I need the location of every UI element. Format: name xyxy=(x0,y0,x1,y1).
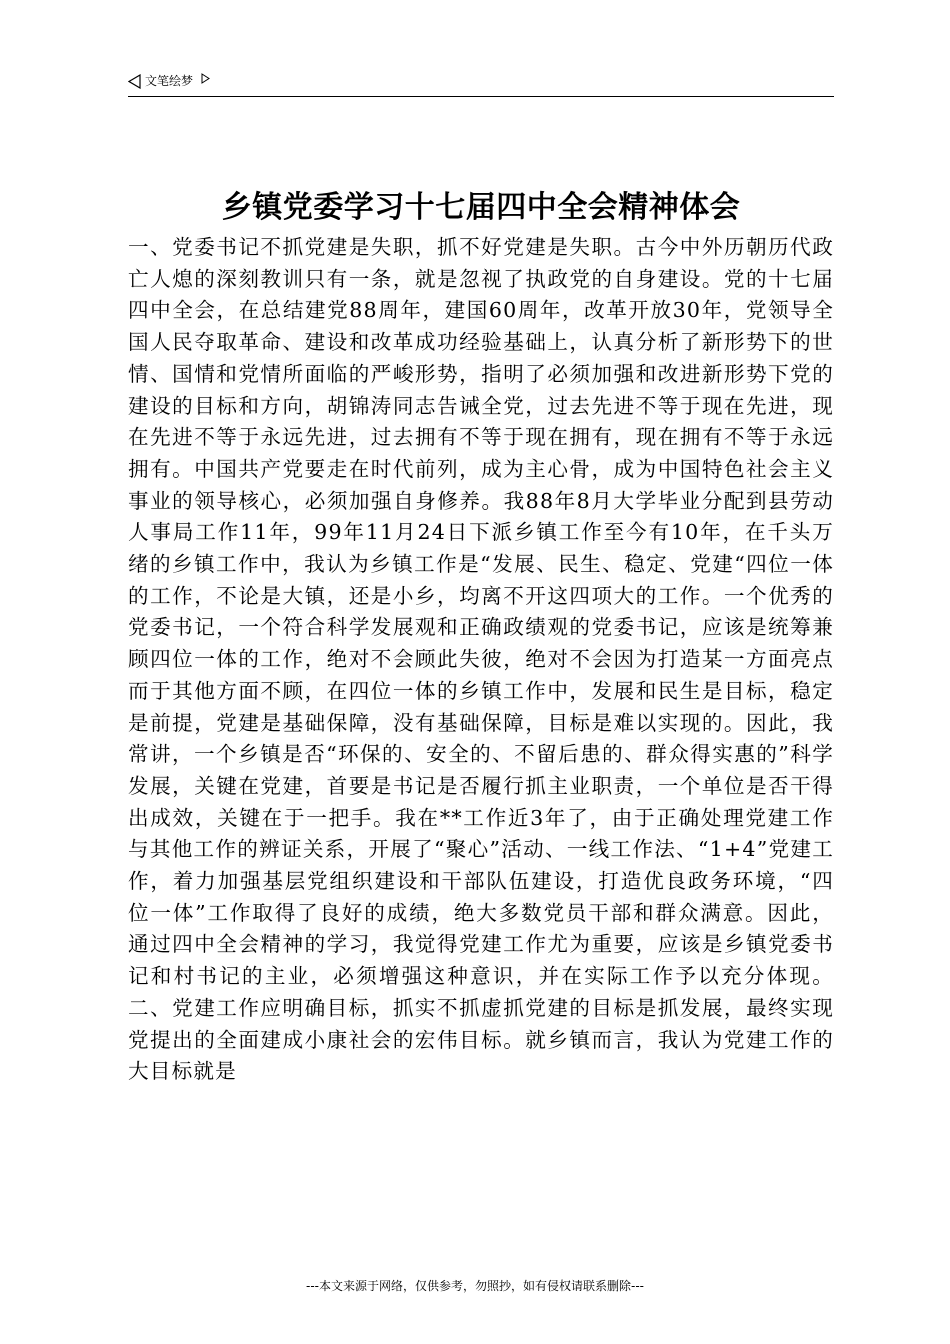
footer-notice: ---本文来源于网络，仅供参考，勿照抄，如有侵权请联系删除--- xyxy=(306,1279,644,1293)
document-body: 一、党委书记不抓党建是失职，抓不好党建是失职。古今中外历朝历代政亡人熄的深刻教训只有一条，就是忽视了执政党的自身建设。党的十七届四中全会，在总结建党88周年，建国60周年，改革开放30年，党领导全国人民夺取革命、建设和改革成功经验基础上，认真分析了新形势下的世情、国情和党情所面临的严峻形势，指明了必须加强和改进新形势下党的建设的目标和方向，胡锦涛同志告诫全党，过去先进不等于现在先进，现在先进不等于永远先进，过去拥有不等于现在拥有，现在拥有不等于永远拥有。中国共产党要走在时代前列，成为主心骨，成为中国特色社会主义事业的领导核心，必须加强自身修养。我88年8月大学毕业分配到县劳动人事局工作11年，99年11月24日下派乡镇工作至今有10年，在千头万绪的乡镇工作中，我认为乡镇工作是“发展、民生、稳定、党建“四位一体的工作，不论是大镇，还是小乡，均离不开这四项大的工作。一个优秀的党委书记，一个符合科学发展观和正确政绩观的党委书记，应该是统筹兼顾四位一体的工作，绝对不会顾此失彼，绝对不会因为打造某一方面亮点而于其他方面不顾，在四位一体的乡镇工作中，发展和民生是目标，稳定是前提，党建是基础保障，没有基础保障，目标是难以实现的。因此，我常讲，一个乡镇是否“环保的、安全的、不留后患的、群众得实惠的”科学发展，关键在党建，首要是书记是否履行抓主业职责，一个单位是否干得出成效，关键在于一把手。我在**工作近3年了，由于正确处理党建工作与其他工作的辨证关系，开展了“聚心”活动、一线工作法、“1+4”党建工作，着力加强基层党组织建设和干部队伍建设，打造优良政务环境，“四位一体”工作取得了良好的成绩，绝大多数党员干部和群众满意。因此，通过四中全会精神的学习，我觉得党建工作尤为重要，应该是乡镇党委书记和村书记的主业，必须增强这种意识，并在实际工作予以充分体现。二、党建工作应明确目标，抓实不抓虚抓党建的目标是抓发展，最终实现党提出的全面建成小康社会的宏伟目标。就乡镇而言，我认为党建工作的大目标就是 xyxy=(128,235,834,1084)
header-brand-group xyxy=(128,73,210,89)
triangle-left-outline-icon xyxy=(128,74,141,89)
page-header xyxy=(128,72,834,97)
triangle-right-outline-icon xyxy=(201,73,210,84)
header-brand-text: 文笔绘梦 xyxy=(145,74,194,88)
document-title: 乡镇党委学习十七届四中全会精神体会 xyxy=(221,190,741,225)
